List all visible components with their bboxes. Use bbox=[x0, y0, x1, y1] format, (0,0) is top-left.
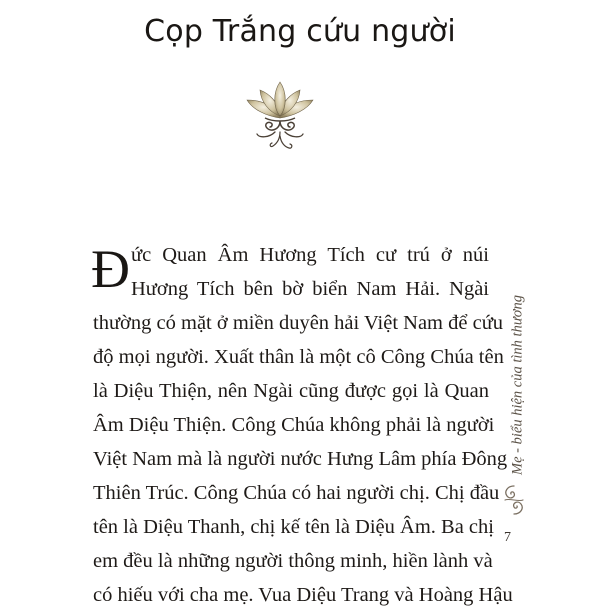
body-line: em đều là những người thông minh, hiền lành và bbox=[93, 550, 493, 572]
running-header-text: Mẹ - biểu hiện của tình thương bbox=[509, 295, 526, 475]
page-number: 7 bbox=[504, 530, 511, 545]
lotus-ornament-icon bbox=[245, 80, 315, 154]
article-body bbox=[91, 238, 513, 612]
body-line: Hương Tích bên bờ biển Nam Hải. Ngài bbox=[131, 278, 489, 300]
body-line: thường có mặt ở miền duyên hải Việt Nam để cứu bbox=[93, 312, 504, 334]
body-line: Việt Nam mà là người nước Hưng Lâm phía Đông bbox=[93, 448, 508, 470]
body-line: độ mọi người. Xuất thân là một cô Công Chúa tên bbox=[93, 346, 504, 368]
body-line: Âm Diệu Thiện. Công Chúa không phải là người bbox=[93, 414, 495, 436]
body-line: Thiên Trúc. Công Chúa có hai người chị. Chị đầu bbox=[93, 482, 500, 504]
drop-cap: Đ bbox=[91, 239, 130, 299]
page-title: Cọp Trắng cứu người bbox=[144, 14, 456, 49]
body-line: tên là Diệu Thanh, chị kế tên là Diệu Âm. Ba chị bbox=[93, 516, 494, 538]
body-line: có hiếu với cha mẹ. Vua Diệu Trang và Hoàng Hậu bbox=[93, 584, 513, 606]
body-line: ức Quan Âm Hương Tích cư trú ở núi bbox=[131, 244, 489, 266]
swirl-ornament-icon bbox=[499, 482, 529, 518]
body-line: là Diệu Thiện, nên Ngài cũng được gọi là Quan bbox=[93, 380, 489, 402]
